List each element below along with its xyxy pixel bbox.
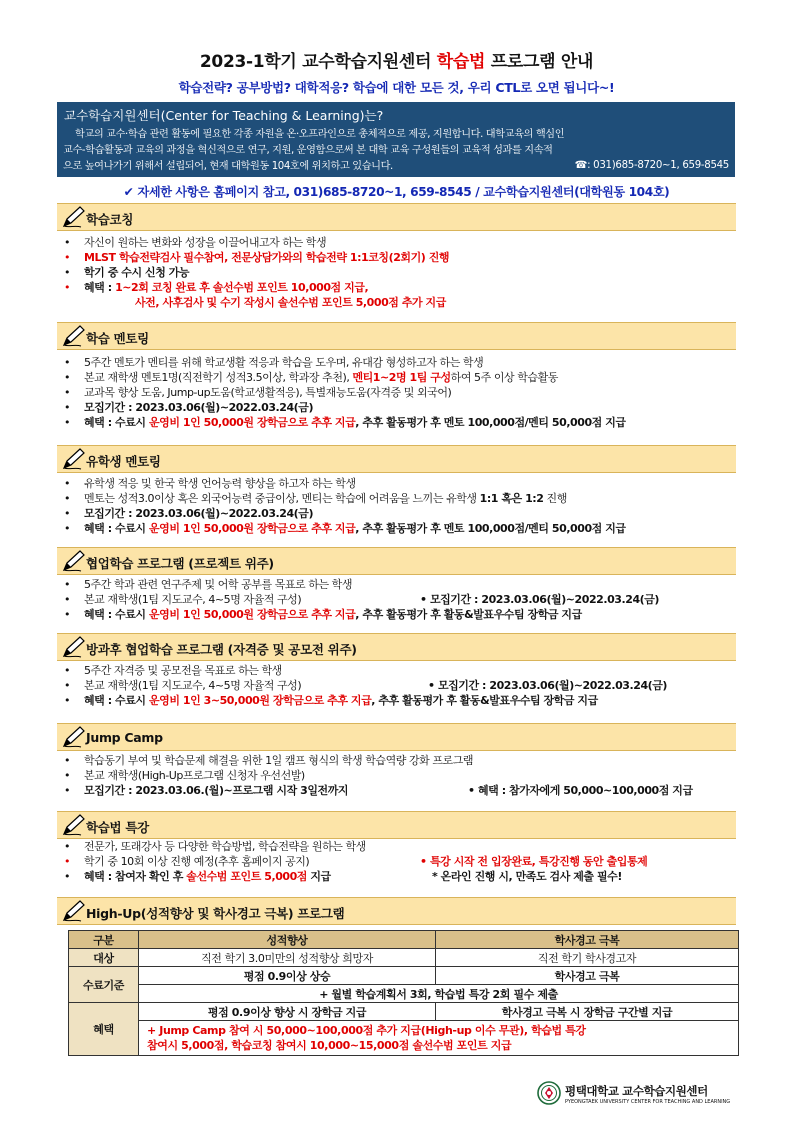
list-item	[64, 371, 558, 385]
item-text-end: 진행	[543, 492, 567, 505]
bullet: •	[64, 251, 71, 264]
section-title: 방과후 협업학습 프로그램 (자격증 및 공모전 위주)	[86, 642, 357, 657]
intro-line: 교수-학습활동과 교육의 과정을 혁신적으로 연구, 지원, 운영함으로써 본 대학 교육 구성원들의 교육적 성과를 지속적	[63, 145, 553, 156]
list-item	[64, 507, 313, 521]
list-item	[64, 593, 301, 607]
item-text-end: , 추후 활동평가 후 활동&발표우수팀 장학금 지급	[355, 608, 582, 621]
list-item	[64, 679, 301, 693]
bullet: •	[64, 855, 71, 868]
bullet: •	[64, 754, 71, 767]
item-highlight: 운영비 1인 50,000원 장학금으로 추후 지급	[148, 416, 356, 429]
section-header-jump-camp	[57, 723, 736, 751]
item-highlight: 운영비 1인 50,000원 장학금으로 추후 지급	[148, 608, 356, 621]
item-highlight: 멘티1~2명 1팀 구성	[352, 371, 451, 384]
section-title: 학습코칭	[86, 212, 134, 227]
item-text: 5주간 자격증 및 공모전을 목표로 하는 학생	[84, 664, 282, 677]
table-header: 구분	[69, 931, 139, 949]
list-item-right: • 특강 시작 전 입장완료, 특강진행 동안 출입통제	[420, 855, 648, 868]
section-title: 협업학습 프로그램 (프로젝트 위주)	[86, 556, 274, 571]
bullet: •	[64, 522, 71, 535]
bullet: •	[64, 492, 71, 505]
bullet: •	[64, 840, 71, 853]
list-item	[64, 855, 309, 869]
table-row	[69, 985, 739, 1003]
item-label: 혜택 : 수료시	[84, 416, 149, 429]
section-header-special	[57, 811, 736, 839]
table-cell	[139, 1021, 739, 1056]
list-item	[64, 870, 331, 884]
list-item-right: * 온라인 진행 시, 만족도 검사 제출 필수!	[432, 870, 622, 883]
highup-table	[68, 930, 739, 1056]
item-text-end: 하여 5주 이상 학습활동	[450, 371, 558, 384]
title-text: 2023-1학기 교수학습지원센터	[199, 52, 437, 72]
list-item	[64, 386, 451, 400]
intro-box	[57, 102, 735, 177]
item-text: 자신이 원하는 변화와 성장을 이끌어내고자 하는 학생	[84, 236, 327, 249]
item-label: 혜택 : 참여자 확인 후	[84, 870, 187, 883]
list-item	[64, 769, 305, 783]
item-label: 혜택 : 수료시	[84, 608, 149, 621]
pencil-icon	[61, 549, 87, 573]
section-title: High-Up(성적향상 및 학사경고 극복) 프로그램	[86, 906, 345, 921]
list-item-continued	[135, 296, 446, 310]
pencil-icon	[61, 813, 87, 837]
pencil-icon	[61, 205, 87, 229]
item-text: 전문가, 또래강사 등 다양한 학습방법, 학습전략을 원하는 학생	[84, 840, 366, 853]
item-text: 사전, 사후검사 및 수기 작성시 솔선수범 포인트 5,000점 추가 지급	[135, 296, 446, 309]
bullet: •	[64, 477, 71, 490]
item-text-end: 지급	[306, 870, 331, 883]
item-label: 혜택 : 수료시	[84, 522, 149, 535]
item-text: MLST 학습전략검사 필수참여, 전문상담가와의 학습전략 1:1코칭(2회기) 진행	[84, 251, 450, 264]
list-item-right: • 모집기간 : 2023.03.06(월)~2022.03.24(금)	[428, 679, 667, 692]
item-highlight: 솔선수범 포인트 5,000점	[186, 870, 307, 883]
item-text: 본교 재학생(1팀 지도교수, 4~5명 자율적 구성)	[84, 679, 302, 692]
bullet: •	[64, 694, 71, 707]
list-item	[64, 236, 326, 250]
item-text: 모집기간 : 2023.03.06(월)~2022.03.24(금)	[84, 401, 314, 414]
bullet: •	[64, 281, 71, 294]
intro-title: 교수학습지원센터(Center for Teaching & Learning)는?	[64, 108, 384, 123]
bullet: •	[64, 664, 71, 677]
page-subtitle: 학습전략? 공부방법? 대학적응? 학습에 대한 모든 것, 우리 CTL로 오면 됩니다~!	[178, 80, 615, 95]
pencil-icon	[61, 324, 87, 348]
item-text: 1~2회 코칭 완료 후 솔선수범 포인트 10,000점 지급,	[115, 281, 369, 294]
bullet: •	[64, 371, 71, 384]
footer-logo	[535, 1079, 755, 1109]
bullet: •	[64, 679, 71, 692]
section-header-collab	[57, 547, 736, 575]
table-row-label: 수료기준	[69, 967, 139, 1003]
bullet: •	[64, 608, 71, 621]
list-item	[64, 664, 282, 678]
list-item	[64, 578, 352, 592]
item-label: 혜택 :	[84, 281, 116, 294]
table-row	[69, 1021, 739, 1056]
section-title: Jump Camp	[86, 730, 163, 745]
list-item	[64, 840, 366, 854]
section-title: 학습법 특강	[86, 820, 149, 835]
university-seal-icon	[537, 1081, 561, 1105]
item-text: 본교 재학생(1팀 지도교수, 4~5명 자율적 구성)	[84, 593, 302, 606]
item-text: 5주간 멘토가 멘티를 위해 학교생활 적응과 학습을 도우며, 유대감 형성하고자 하는 학생	[84, 356, 484, 369]
check-icon: ✔	[123, 185, 134, 199]
list-item	[64, 694, 598, 708]
table-row-label: 대상	[69, 949, 139, 967]
item-text: 유학생 적응 및 한국 학생 언어능력 향상을 하고자 하는 학생	[84, 477, 356, 490]
item-text: 모집기간 : 2023.03.06.(월)~프로그램 시작 3일전까지	[84, 784, 349, 797]
table-header: 성적향상	[139, 931, 436, 949]
list-item-right: • 혜택 : 참가자에게 50,000~100,000점 지급	[468, 784, 693, 797]
table-row-label: 혜택	[69, 1003, 139, 1056]
item-text: 5주간 학과 관련 연구주제 및 어학 공부를 목표로 하는 학생	[84, 578, 353, 591]
table-row	[69, 1003, 739, 1021]
bullet: •	[64, 416, 71, 429]
item-label: 혜택 : 수료시	[84, 694, 149, 707]
table-header-row	[69, 931, 739, 949]
item-text: 본교 재학생(High-Up프로그램 신청자 우선선발)	[84, 769, 305, 782]
list-item	[64, 416, 626, 430]
table-cell-line: + Jump Camp 참여 시 50,000~100,000점 추가 지급(High-up 이수 무관), 학습법 특강	[147, 1024, 586, 1037]
section-title: 유학생 멘토링	[86, 454, 161, 469]
item-text-end: , 추후 활동평가 후 활동&발표우수팀 장학금 지급	[371, 694, 598, 707]
table-row	[69, 967, 739, 985]
section-header-after	[57, 633, 736, 661]
list-item	[64, 266, 189, 280]
table-cell: 학사경고 극복 시 장학금 구간별 지급	[436, 1003, 739, 1021]
title-text-end: 프로그램 안내	[485, 52, 594, 72]
list-item	[64, 251, 449, 265]
section-title: 학습 멘토링	[86, 331, 149, 346]
table-header: 학사경고 극복	[436, 931, 739, 949]
list-item	[64, 492, 567, 506]
item-text: 학기 중 10회 이상 진행 예정(추후 홈페이지 공지)	[84, 855, 310, 868]
item-text: 학기 중 수시 신청 가능	[84, 266, 190, 279]
section-header-foreign	[57, 445, 736, 473]
table-cell: 직전 학기 학사경고자	[436, 949, 739, 967]
item-text: 학습동기 부여 및 학습문제 해결을 위한 1일 캠프 형식의 학생 학습역량 강화 프로그램	[84, 754, 474, 767]
list-item	[64, 608, 582, 622]
pencil-icon	[61, 635, 87, 659]
bullet: •	[64, 236, 71, 249]
footer-english-name: PYEONGTAEK UNIVERSITY CENTER FOR TEACHING AND LEARNING	[565, 1099, 731, 1105]
bullet: •	[64, 593, 71, 606]
footer-korean-name: 평택대학교 교수학습지원센터	[565, 1084, 708, 1098]
item-highlight: 운영비 1인 50,000원 장학금으로 추후 지급	[148, 522, 356, 535]
item-text: 교과목 향상 도움, Jump-up도움(학교생활적응), 특별재능도움(자격증 및 외국어)	[84, 386, 452, 399]
bullet: •	[64, 401, 71, 414]
table-cell: 학사경고 극복	[436, 967, 739, 985]
pencil-icon	[61, 447, 87, 471]
list-item	[64, 356, 483, 370]
list-item	[64, 281, 368, 295]
intro-line: 학교의 교수·학습 관련 활동에 필요한 각종 자원을 온·오프라인으로 총체적으로 제공, 지원합니다. 대학교육의 핵심인	[75, 129, 565, 140]
bullet: •	[64, 784, 71, 797]
list-item	[64, 401, 313, 415]
table-cell: + 월별 학습계획서 3회, 학습법 특강 2회 필수 제출	[139, 985, 739, 1003]
bullet: •	[64, 870, 71, 883]
item-text: 멘토는 성적3.0이상 혹은 외국어능력 중급이상, 멘티는 학습에 어려움을 느끼는 유학생	[84, 492, 480, 505]
item-text: 모집기간 : 2023.03.06(월)~2022.03.24(금)	[84, 507, 314, 520]
table-cell: 평점 0.9이상 향상 시 장학금 지급	[139, 1003, 436, 1021]
bullet: •	[64, 769, 71, 782]
bullet: •	[64, 386, 71, 399]
pencil-icon	[61, 725, 87, 749]
bullet: •	[64, 578, 71, 591]
item-highlight: 1:1 혹은 1:2	[479, 492, 544, 505]
list-item	[64, 784, 348, 798]
detail-text: 자세한 사항은 홈페이지 참고, 031)685-8720~1, 659-8545 / 교수학습지원센터(대학원동 104호)	[137, 185, 670, 199]
table-cell-line: 참여시 5,000점, 학습코칭 참여시 10,000~15,000점 솔선수범 포인트 지급	[147, 1039, 512, 1052]
bullet: •	[64, 507, 71, 520]
list-item	[64, 477, 356, 491]
detail-notice	[0, 183, 793, 200]
pencil-icon	[61, 899, 87, 923]
section-header-mentoring	[57, 322, 736, 350]
bullet: •	[64, 356, 71, 369]
item-text-end: , 추후 활동평가 후 멘토 100,000점/멘티 50,000점 지급	[355, 522, 626, 535]
section-header-coaching	[57, 203, 736, 231]
list-item	[64, 522, 626, 536]
table-cell: 직전 학기 3.0미만의 성적향상 희망자	[139, 949, 436, 967]
item-text: 본교 재학생 멘토1명(직전학기 성적3.5이상, 학과장 추천),	[84, 371, 353, 384]
item-highlight: 운영비 1인 3~50,000원 장학금으로 추후 지급	[148, 694, 372, 707]
intro-line: 으로 높여나가기 위해서 설립되어, 현재 대학원동 104호에 위치하고 있습니다.	[63, 161, 393, 172]
intro-phone: ☎: 031)685-8720~1, 659-8545	[574, 160, 729, 171]
table-row	[69, 949, 739, 967]
table-cell: 평점 0.9이상 상승	[139, 967, 436, 985]
list-item-right: • 모집기간 : 2023.03.06(월)~2022.03.24(금)	[420, 593, 659, 606]
section-header-highup	[57, 897, 736, 925]
item-text-end: , 추후 활동평가 후 멘토 100,000점/멘티 50,000점 지급	[355, 416, 626, 429]
page-title	[0, 47, 793, 72]
bullet: •	[64, 266, 71, 279]
title-highlight: 학습법	[436, 52, 486, 72]
list-item	[64, 754, 473, 768]
